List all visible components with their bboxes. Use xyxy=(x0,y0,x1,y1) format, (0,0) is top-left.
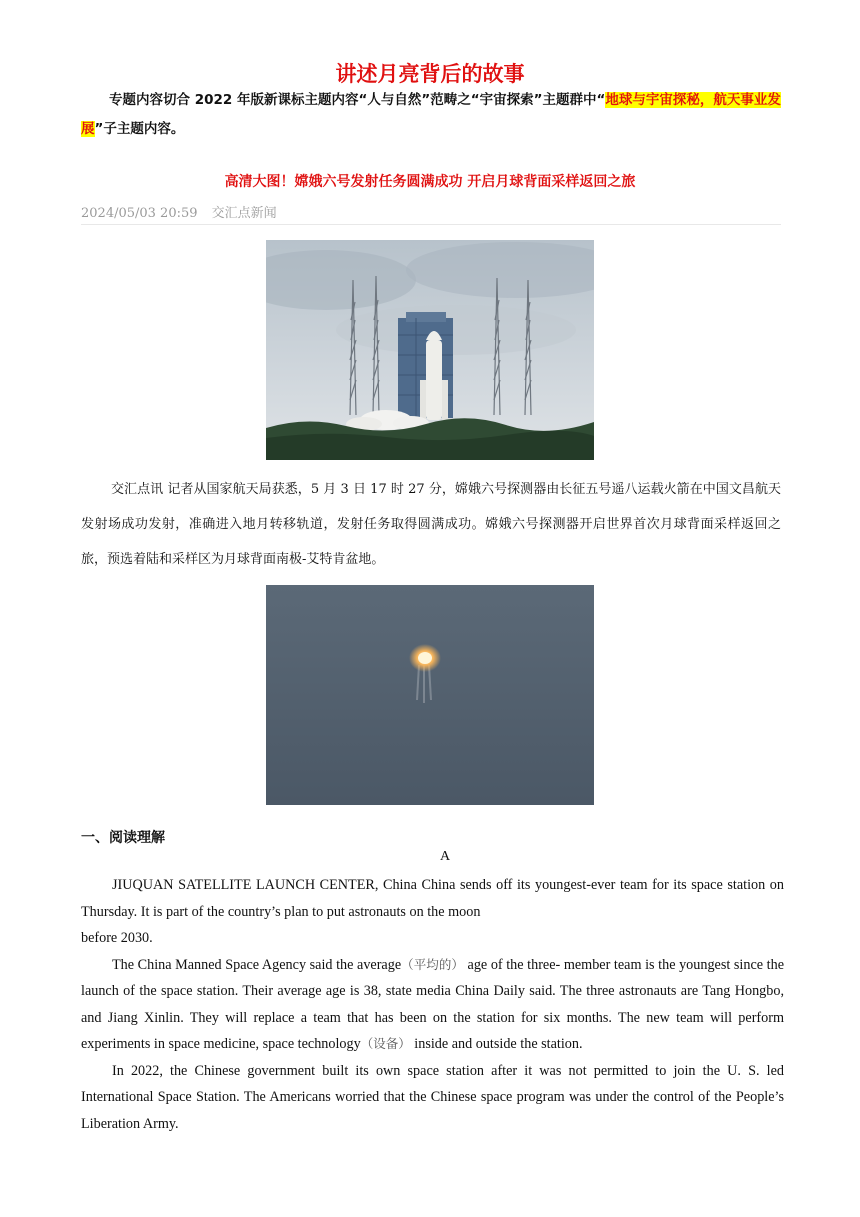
rocket-launch-photo xyxy=(266,240,594,460)
paragraph-2-text-b: age of the three- member team is the youngest since the launch of the space station. Their average age is 38, state media China Daily said. The three astronauts are Tang Hongbo, and Jiang Xinlin. They will replace a team that has been on the station for six months. The new team will perform experiments in space medicine, space technology xyxy=(81,956,784,1052)
news-datetime: 2024/05/03 20:59 xyxy=(81,206,198,221)
reading-passage xyxy=(81,872,784,1137)
paragraph-2-text-c: inside and outside the station. xyxy=(410,1036,583,1052)
paragraph-2-text-a: The China Manned Space Agency said the average xyxy=(112,956,402,973)
news-source: 交汇点新闻 xyxy=(211,206,277,221)
passage-paragraph-2 xyxy=(81,952,784,1058)
page-title: 讲述月亮背后的故事 xyxy=(335,62,525,86)
passage-paragraph-1: JIUQUAN SATELLITE LAUNCH CENTER, China China sends off its youngest-ever team for its space station on Thursday. It is part of the country’s plan to put astronauts on the moon xyxy=(81,877,784,920)
news-headline: 高清大图！嫦娥六号发射任务圆满成功 开启月球背面采样返回之旅 xyxy=(224,174,636,190)
news-body: 交汇点讯 记者从国家航天局获悉，5 月 3 日 17 时 27 分，嫦娥六号探测器由长征五号遥八运载火箭在中国文昌航天发射场成功发射，准确进入地月转移轨道，发射任务取得圆满成功。嫦娥六号探测器开启世界首次月球背面采样返回之旅，预选着陆和采样区为月球背面南极-艾特肯盆地。 xyxy=(81,482,781,567)
section-heading: 一、阅读理解 xyxy=(81,830,165,846)
rocket-in-flight-photo xyxy=(266,585,594,805)
passage-label: A xyxy=(439,849,451,864)
news-meta xyxy=(81,202,781,225)
gloss-average: （平均的） xyxy=(401,956,464,972)
passage-paragraph-3: In 2022, the Chinese government built its own space station after it was not permitted to join the U. S. led International Space Station. The Americans worried that the Chinese space program was under the control of the People’s Liberation Army. xyxy=(81,1062,784,1132)
gloss-equipment: （设备） xyxy=(360,1036,411,1051)
passage-paragraph-1-continued: before 2030. xyxy=(81,930,153,946)
intro-text-start: 专题内容切合 2022 年版新课标主题内容“人与自然”范畴之“宇宙探索”主题群中“ xyxy=(109,92,606,108)
intro-text-end: ”子主题内容。 xyxy=(94,121,185,137)
intro-highlight: 地球与宇宙探秘，航天事业发展 xyxy=(81,92,781,137)
topic-intro xyxy=(81,86,781,144)
